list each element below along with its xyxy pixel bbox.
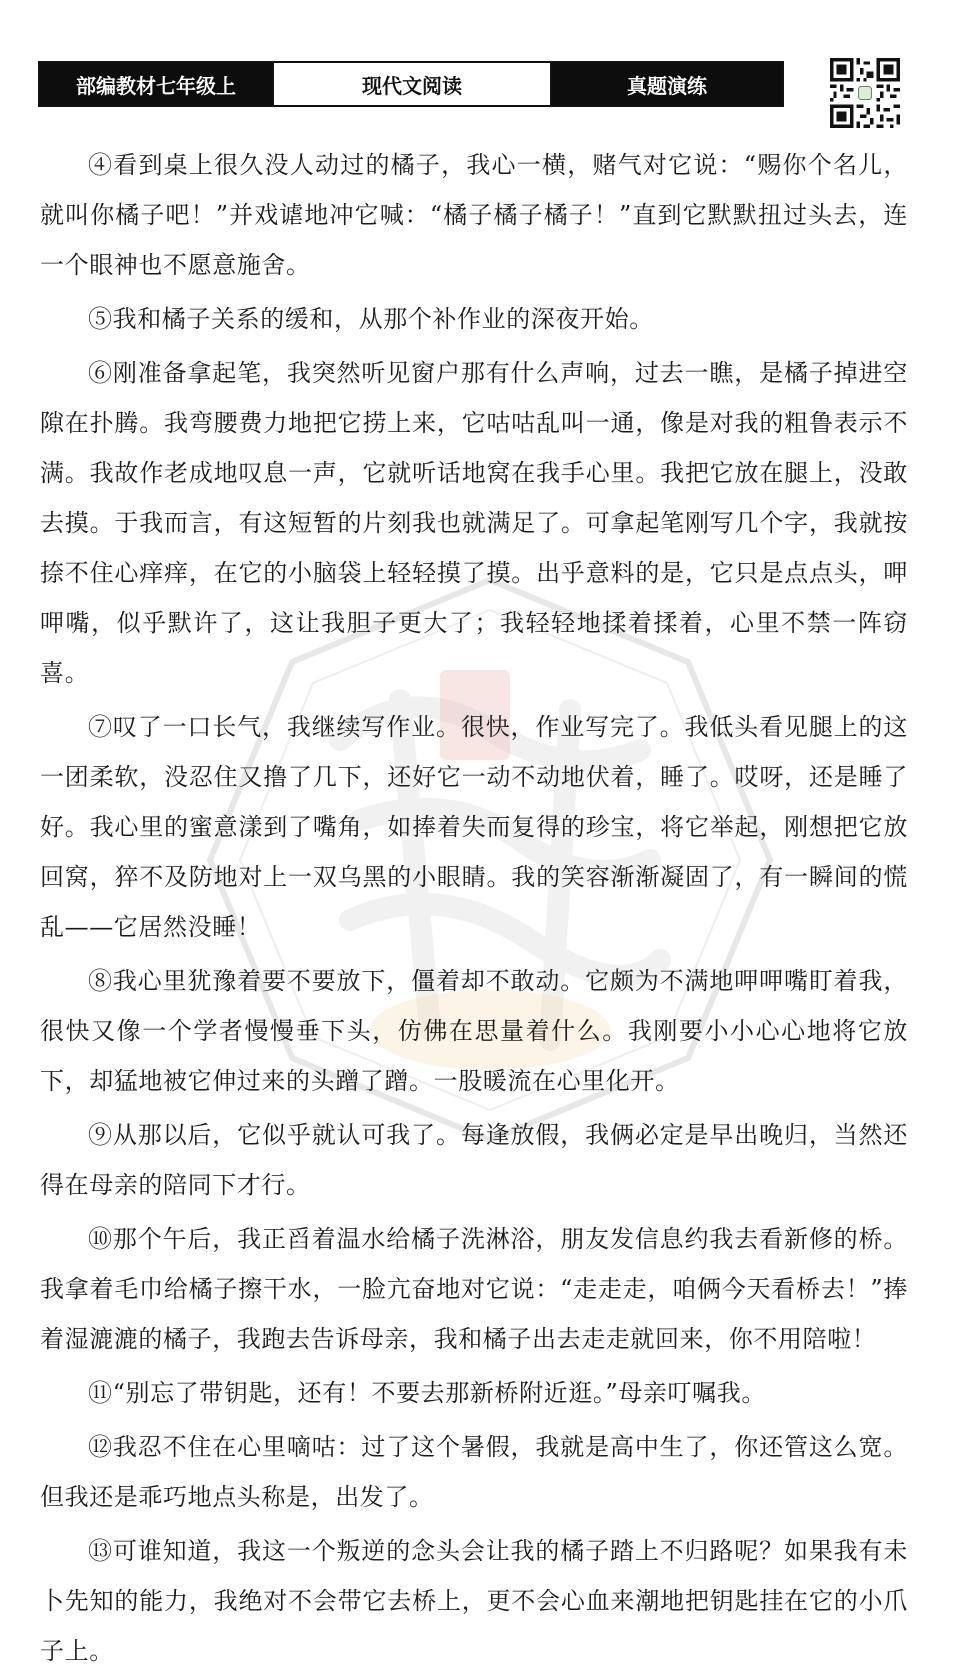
paragraph-9: ⑨从那以后，它似乎就认可我了。每逢放假，我俩必定是早出晚归，当然还得在母亲的陪同下才行。 (40, 1121, 908, 1199)
article-body (40, 140, 908, 1680)
header-exercise-label: 真题演练 (552, 63, 782, 105)
paragraph-5: ⑤我和橘子关系的缓和，从那个补作业的深夜开始。 (88, 305, 654, 333)
paragraph-10: ⑩那个午后，我正舀着温水给橘子洗淋浴，朋友发信息约我去看新修的桥。我拿着毛巾给橘子擦干水，一脸亢奋地对它说：“走走走，咱俩今天看桥去！”捧着湿漉漉的橘子，我跑去告诉母亲，我和橘子出去走走就回来，你不用陪啦！ (40, 1225, 908, 1353)
paragraph-4: ④看到桌上很久没人动过的橘子，我心一横，赌气对它说：“赐你个名儿，就叫你橘子吧！”并戏谑地冲它喊：“橘子橘子橘子！”直到它默默扭过头去，连一个眼神也不愿意施舍。 (40, 151, 908, 279)
paragraph-11: ⑪“别忘了带钥匙，还有！不要去那新桥附近逛。”母亲叮嘱我。 (88, 1379, 766, 1407)
qr-code-icon (830, 58, 900, 128)
paragraph-8: ⑧我心里犹豫着要不要放下，僵着却不敢动。它颇为不满地呷呷嘴盯着我，很快又像一个学者慢慢垂下头，仿佛在思量着什么。我刚要小小心心地将它放下，却猛地被它伸过来的头蹭了蹭。一股暖流在心里化开。 (40, 967, 908, 1095)
paragraph-12: ⑫我忍不住在心里嘀咕：过了这个暑假，我就是高中生了，你还管这么宽。但我还是乖巧地点头称是，出发了。 (40, 1433, 908, 1511)
header-section-title: 现代文阅读 (272, 63, 552, 105)
paragraph-13: ⑬可谁知道，我这一个叛逆的念头会让我的橘子踏上不归路呢？如果我有未卜先知的能力，我绝对不会带它去桥上，更不会心血来潮地把钥匙挂在它的小爪子上。 (40, 1537, 908, 1665)
paragraph-7: ⑦叹了一口长气，我继续写作业。很快，作业写完了。我低头看见腿上的这一团柔软，没忍住又撸了几下，还好它一动不动地伏着，睡了。哎呀，还是睡了好。我心里的蜜意漾到了嘴角，如捧着失而复得的珍宝，将它举起，刚想把它放回窝，猝不及防地对上一双乌黑的小眼睛。我的笑容渐渐凝固了，有一瞬间的慌乱——它居然没睡！ (40, 713, 908, 941)
header-bar (38, 61, 784, 107)
header-textbook-label: 部编教材七年级上 (40, 63, 272, 105)
paragraph-6: ⑥刚准备拿起笔，我突然听见窗户那有什么声响，过去一瞧，是橘子掉进空隙在扑腾。我弯腰费力地把它捞上来，它咕咕乱叫一通，像是对我的粗鲁表示不满。我故作老成地叹息一声，它就听话地窝在我手心里。我把它放在腿上，没敢去摸。于我而言，有这短暂的片刻我也就满足了。可拿起笔刚写几个字，我就按捺不住心痒痒，在它的小脑袋上轻轻摸了摸。出乎意料的是，它只是点点头，呷呷嘴，似乎默许了，这让我胆子更大了；我轻轻地揉着揉着，心里不禁一阵窃喜。 (40, 359, 908, 687)
